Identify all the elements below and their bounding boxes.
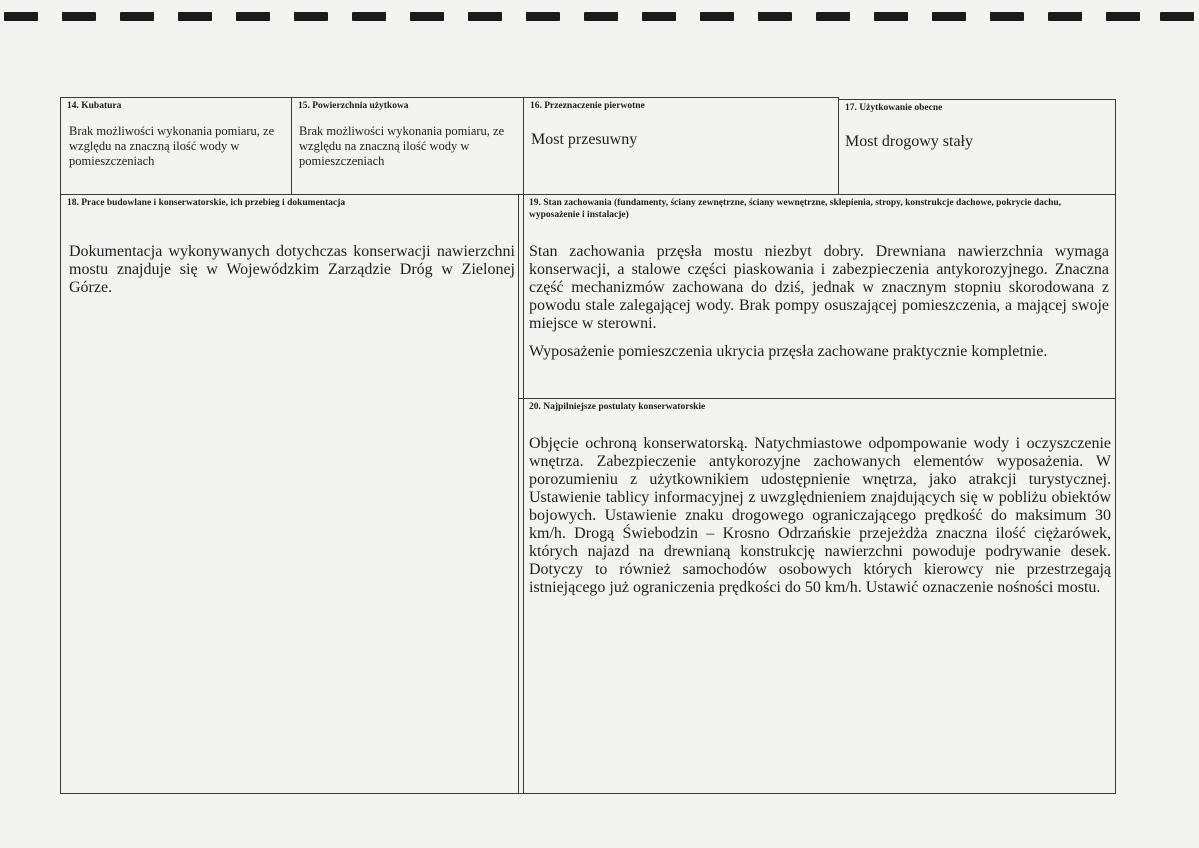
binding-holes [0,12,1199,22]
field-16-original-purpose [523,97,839,195]
field-15-usable-area [291,97,524,195]
field-20-value: Objęcie ochroną konserwatorską. Natychmiastowe odpompowanie wody i oczyszczenie wnętrza. Zabezpieczenie antykorozyjne zachowanych elementów wyposażenia. W porozumieniu z użytkownikiem udostępnienie wnętrza, jako atrakcji turystycznej. Ustawienie tablicy informacyjnej z uwzględnieniem znajdujących się w pobliżu obiektów bojowych. Ustawienie znaku drogowego ograniczającego prędkość do maksimum 30 km/h. Drogą Świebodzin – Krosno Odrzańskie przejeżdża znaczna ilość ciężarówek, których najazd na drewnianą konstrukcję nawierzchni powoduje podrywanie desek. Dotyczy to również samochodów osobowych których kierowcy nie przestrzegają istniejącego już ograniczenia prędkości do 50 km/h. Ustawić oznaczenie nośności mostu. [529,435,1111,596]
field-14-cubature [60,97,292,195]
field-17-label: 17. Użytkowanie obecne [845,103,943,113]
field-19-value: Stan zachowania przęsła mostu niezbyt dobry. Drewniana nawierzchnia wymaga konserwacji, a stalowe części piaskowania i zabezpieczenia antykorozyjnego. Znaczna część mechanizmów zachowana do dziś, jednak w znacznym stopniu skorodowana z powodu stale zalegającej wody. Brak pompy osuszającej pomieszczenia, a mającej swoje miejsce w sterowni. [529,243,1109,332]
field-18-construction-works [60,194,524,794]
field-15-value: Brak możliwości wykonania pomiaru, ze względu na znaczną ilość wody w pomieszczeniach [299,124,505,168]
field-18-label: 18. Prace budowlane i konserwatorskie, ich przebieg i dokumentacja [67,198,346,208]
field-16-label: 16. Przeznaczenie pierwotne [530,101,645,111]
field-18-value: Dokumentacja wykonywanych dotychczas konserwacji nawierzchni mostu znajduje się w Wojewódzkim Zarządzie Dróg w Zielonej Górze. [69,243,515,296]
field-17-value: Most drogowy stały [845,133,973,150]
field-17-current-use [838,99,1116,195]
field-14-label: 14. Kubatura [67,101,122,111]
field-19-condition [518,194,1116,399]
field-20-conservation-postulates [518,398,1116,794]
field-19-value-equipment: Wyposażenie pomieszczenia ukrycia przęsła zachowane praktycznie kompletnie. [529,343,1048,360]
field-19-label: 19. Stan zachowania (fundamenty, ściany zewnętrzne, ściany wewnętrzne, sklepienia, stropy, konstrukcje dachowe, pokrycie dachu, wyposażenie i instalacje) [529,198,1062,220]
field-16-value: Most przesuwny [531,131,638,148]
field-15-label: 15. Powierzchnia użytkowa [298,101,409,111]
field-14-value: Brak możliwości wykonania pomiaru, ze względu na znaczną ilość wody w pomieszczeniach [69,124,275,168]
field-20-label: 20. Najpilniejsze postulaty konserwatorskie [529,402,706,412]
